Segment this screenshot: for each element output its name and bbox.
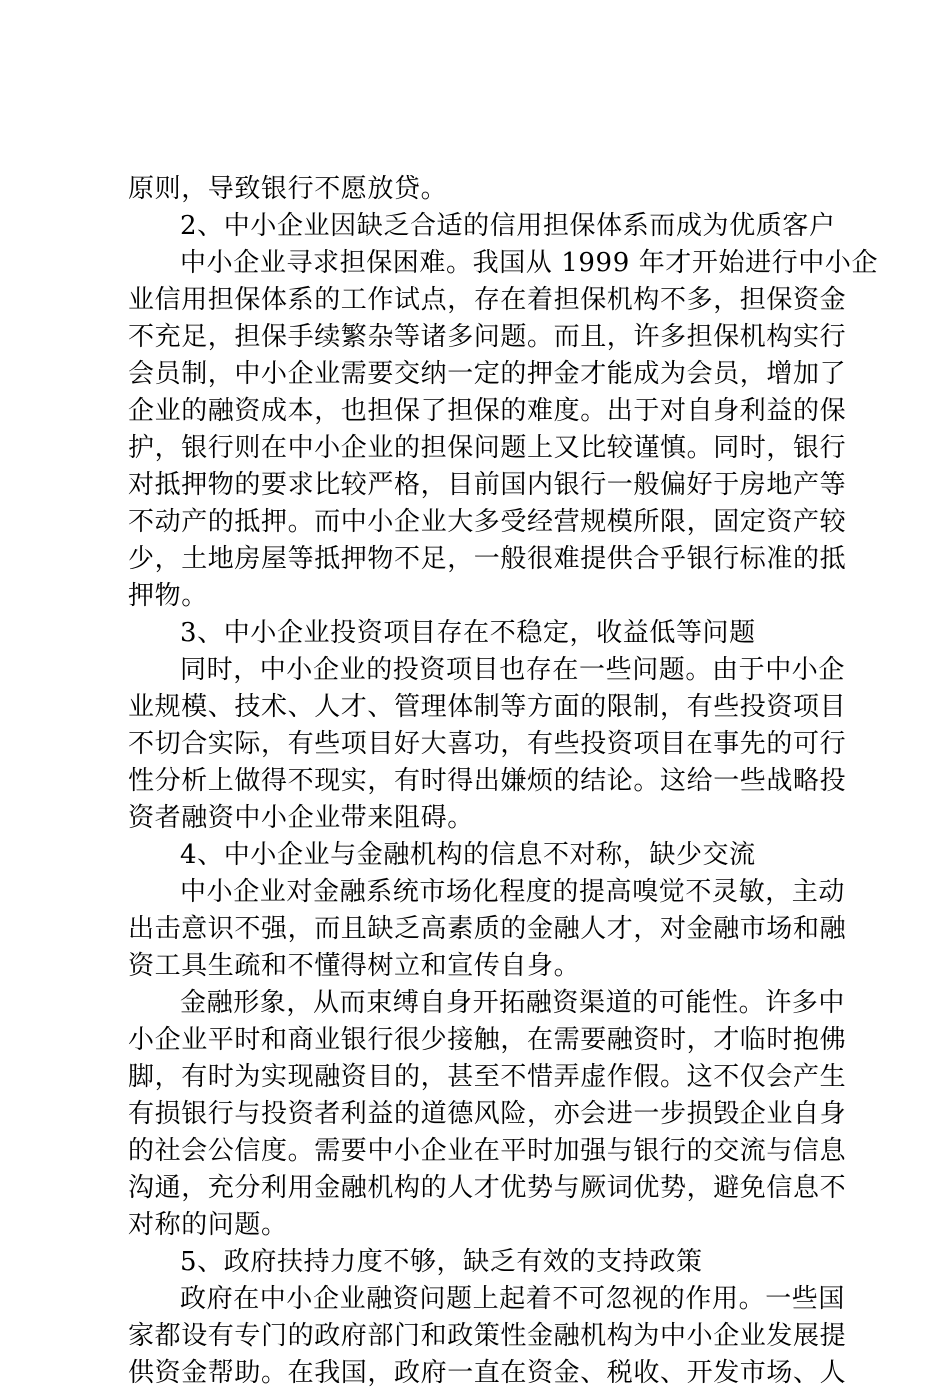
text-line: 少，土地房屋等抵押物不足，一般很难提供合乎银行标准的抵	[128, 544, 847, 574]
text-line: 业信用担保体系的工作试点，存在着担保机构不多，担保资金	[128, 285, 847, 315]
text-line: 政府在中小企业融资问题上起着不可忽视的作用。一些国	[180, 1284, 846, 1314]
text-line: 有损银行与投资者利益的道德风险，亦会进一步损毁企业自身	[128, 1099, 847, 1129]
text-line: 金融形象，从而束缚自身开拓融资渠道的可能性。许多中	[180, 988, 846, 1018]
text-line: 护，银行则在中小企业的担保问题上又比较谨慎。同时，银行	[128, 433, 847, 463]
text-line: 出击意识不强，而且缺乏高素质的金融人才，对金融市场和融	[128, 914, 847, 944]
text-line: 家都设有专门的政府部门和政策性金融机构为中小企业发展提	[128, 1321, 847, 1351]
text-line: 同时，中小企业的投资项目也存在一些问题。由于中小企	[180, 655, 846, 685]
text-line: 供资金帮助。在我国，政府一直在资金、税收、开发市场、人	[128, 1358, 847, 1388]
text-line: 不切合实际，有些项目好大喜功，有些投资项目在事先的可行	[128, 729, 847, 759]
text-line: 押物。	[128, 581, 208, 611]
text-line: 中小企业寻求担保困难。我国从 1999 年才开始进行中小企	[180, 248, 879, 278]
text-line: 小企业平时和商业银行很少接触，在需要融资时，才临时抱佛	[128, 1025, 847, 1055]
document-body	[128, 171, 879, 1392]
text-line: 5、政府扶持力度不够，缺乏有效的支持政策	[180, 1247, 703, 1277]
text-line: 3、中小企业投资项目存在不稳定，收益低等问题	[180, 618, 756, 648]
text-line: 中小企业对金融系统市场化程度的提高嗅觉不灵敏，主动	[180, 877, 846, 907]
text-line: 4、中小企业与金融机构的信息不对称，缺少交流	[180, 840, 756, 870]
text-line: 原则，导致银行不愿放贷。	[128, 174, 448, 204]
text-line: 会员制，中小企业需要交纳一定的押金才能成为会员，增加了	[128, 359, 847, 389]
text-line: 资者融资中小企业带来阻碍。	[128, 803, 474, 833]
text-line: 沟通，充分利用金融机构的人才优势与厥词优势，避免信息不	[128, 1173, 847, 1203]
text-line: 性分析上做得不现实，有时得出嫌烦的结论。这给一些战略投	[128, 766, 847, 796]
text-line: 不充足，担保手续繁杂等诸多问题。而且，许多担保机构实行	[128, 322, 847, 352]
text-line: 的社会公信度。需要中小企业在平时加强与银行的交流与信息	[128, 1136, 847, 1166]
text-line: 脚，有时为实现融资目的，甚至不惜弄虚作假。这不仅会产生	[128, 1062, 847, 1092]
text-line: 对称的问题。	[128, 1210, 288, 1240]
text-line: 2、中小企业因缺乏合适的信用担保体系而成为优质客户	[180, 211, 836, 241]
text-line: 对抵押物的要求比较严格，目前国内银行一般偏好于房地产等	[128, 470, 847, 500]
text-line: 不动产的抵押。而中小企业大多受经营规模所限，固定资产较	[128, 507, 847, 537]
text-line: 企业的融资成本，也担保了担保的难度。出于对自身利益的保	[128, 396, 847, 426]
text-line: 业规模、技术、人才、管理体制等方面的限制，有些投资项目	[128, 692, 847, 722]
text-line: 资工具生疏和不懂得树立和宣传自身。	[128, 951, 581, 981]
